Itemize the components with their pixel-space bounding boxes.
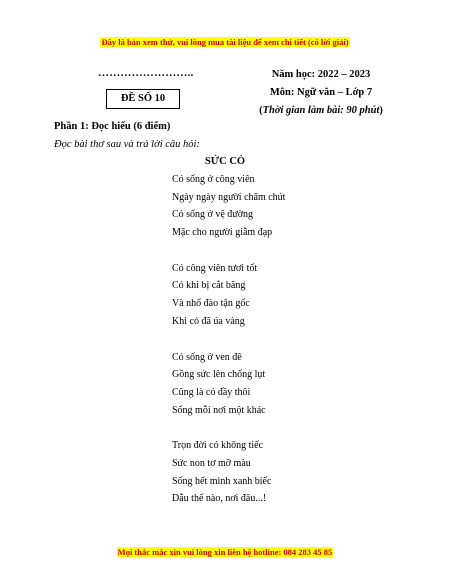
poem-line: Khi có đã úa vàng [172,315,245,327]
poem-title: SỨC CỎ [204,156,246,167]
poem-line: Dẫu thế nào, nơi đâu...! [172,493,267,505]
hotline-notice [0,547,450,557]
poem-line: Sống mỗi nơi một khác [172,404,266,416]
school-year: Năm học: 2022 – 2023 [271,69,371,80]
poem-stanza [172,437,285,508]
poem-line: Mặc cho người giẫm đạp [172,227,273,239]
poem-stanza [172,260,285,331]
preview-notice [0,37,450,47]
exam-info [256,66,386,120]
instruction: Đọc bài thơ sau và trả lời câu hỏi: [54,139,200,150]
hotline-notice-text: Mọi thắc mắc xin vui lòng xin liên hệ hotline: 084 283 45 85 [117,547,333,557]
poem-line: Ngày ngày người chăm chút [172,191,286,203]
time-line [256,102,386,120]
poem-body [172,171,285,526]
poem-line: Có công viên tươi tốt [172,262,258,274]
poem-line: Và nhổ đào tận gốc [172,298,250,310]
poem-stanza [172,349,285,420]
poem-line: Cỏ sống ở vệ đường [172,209,253,221]
poem-line: Có khi bị cắt băng [172,280,246,292]
time-open-paren: ( [259,105,263,116]
section-title: Phần 1: Đọc hiểu (6 điểm) [54,121,171,132]
exam-code-box: ĐỀ SỐ 10 [106,89,180,109]
poem-line: Có sống ở ven đê [172,351,242,363]
poem-line: Cũng là có đầy thôi [172,386,251,398]
poem-line: Sức non tơ mỡ màu [172,457,251,469]
time-close-paren: ) [379,105,383,116]
poem-line: Có sống ở công viên [172,174,255,185]
preview-notice-text: Đây là bản xem thử, vui lòng mua tài liệu để xem chi tiết (có lời giải) [101,37,349,47]
time-text: Thời gian làm bài: 90 phút [262,105,380,116]
poem-stanza [172,171,285,242]
school-name-placeholder: …………………….. [98,67,194,79]
subject-line: Môn: Ngữ văn – Lớp 7 [269,87,373,98]
poem-line: Trọn đời có không tiếc [172,440,264,452]
poem-line: Gồng sức lên chống lụt [172,369,266,381]
poem-line: Sống hết mình xanh biếc [172,475,272,487]
